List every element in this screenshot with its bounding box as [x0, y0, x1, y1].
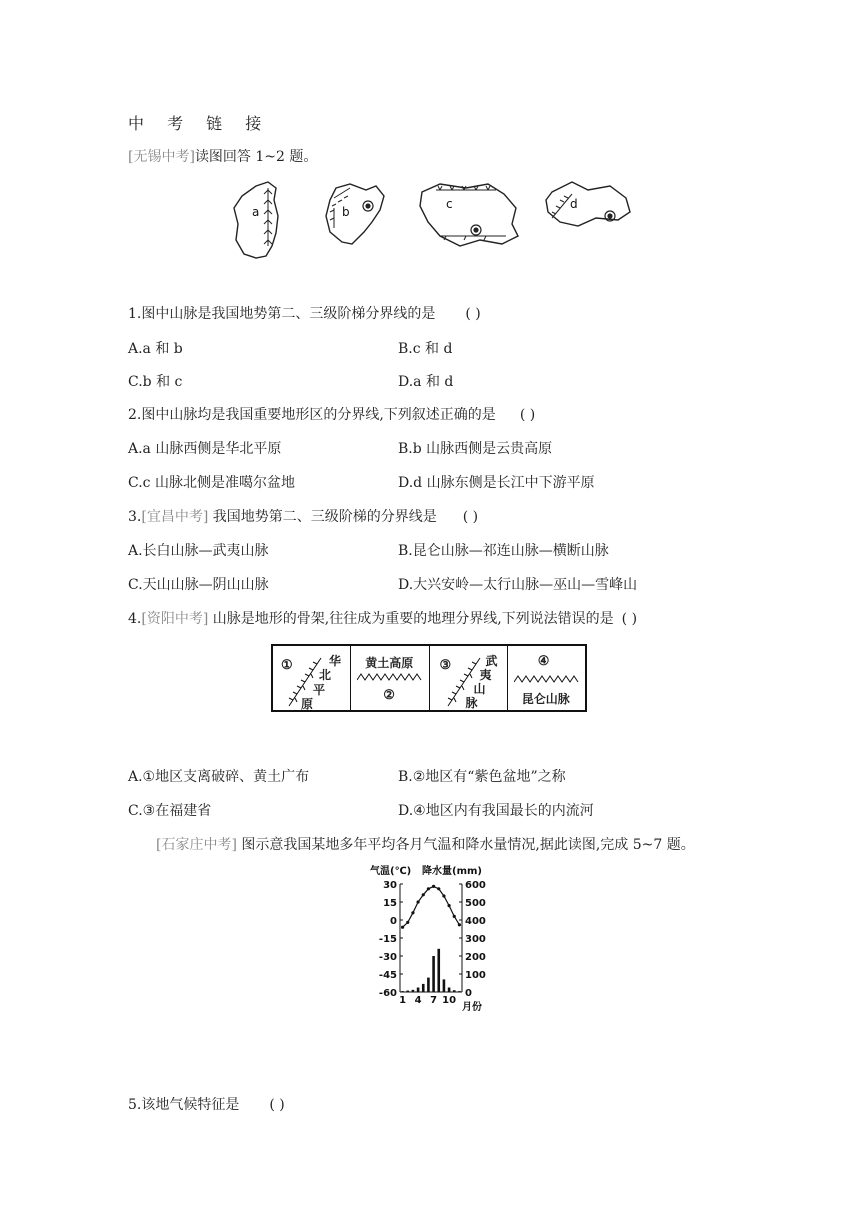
q4-option-c: C.③在福建省 [128, 803, 212, 819]
q3-option-a: A.长白山脉—武夷山脉 [128, 543, 269, 559]
q3-num: 3. [128, 509, 142, 525]
section-title: 中 考 链 接 [128, 114, 271, 133]
cell2-top: 黄土高原 [365, 656, 414, 670]
q1-option-b: B.c 和 d [398, 341, 453, 357]
y-right-tick-label: 300 [465, 934, 486, 945]
temperature-point [427, 887, 430, 890]
answer-paren: ( ) [519, 407, 536, 423]
precipitation-bar [432, 956, 435, 992]
q2-option-c: C.c 山脉北侧是准噶尔盆地 [128, 475, 295, 491]
table-cell-1 [273, 646, 351, 710]
source-tag: [宜昌中考] [141, 509, 209, 525]
temperature-point [416, 900, 419, 903]
mountain-maps-figure [226, 178, 636, 264]
q3-option-b: B.昆仑山脉—祁连山脉—横断山脉 [398, 543, 609, 559]
cell4-bottom: 昆仑山脉 [521, 692, 570, 706]
q1-stem [128, 303, 481, 323]
table-cell-4 [508, 646, 585, 710]
q3-stem [128, 506, 478, 526]
temperature-point [406, 921, 409, 924]
q2-stem-text: 2.图中山脉均是我国重要地形区的分界线,下列叙述正确的是 [128, 407, 496, 423]
cell4-num: ④ [537, 654, 550, 669]
q2-option-d: D.d 山脉东侧是长江中下游平原 [398, 475, 595, 491]
q1-option-a: A.a 和 b [128, 341, 183, 357]
temperature-point [422, 893, 425, 896]
q1-option-d: D.a 和 d [398, 374, 454, 390]
x-tick-label: 1 [399, 995, 407, 1006]
map-d-outline [546, 182, 630, 226]
y-right-tick-label: 100 [465, 970, 486, 981]
table-cell-2 [351, 646, 429, 710]
q4-stem [128, 608, 637, 628]
precipitation-bar [427, 978, 430, 992]
answer-paren: ( ) [462, 509, 479, 525]
temperature-point [442, 894, 445, 897]
map-label-d: d [570, 197, 578, 211]
y-left-tick-label: -45 [378, 970, 397, 981]
precipitation-bar [401, 991, 404, 992]
map-c-outline [420, 184, 518, 246]
x-tick-label: 10 [442, 995, 457, 1006]
q1-option-c: C.b 和 c [128, 374, 183, 390]
y-left-tick-label: 15 [383, 898, 397, 909]
map-label-b: b [342, 205, 350, 219]
plateau-symbol-icon [357, 672, 425, 682]
intro-text: 读图回答 1~2 题。 [194, 149, 318, 165]
intro2-text: 图示意我国某地多年平均各月气温和降水量情况,据此读图,完成 5~7 题。 [241, 837, 695, 853]
cell3-char-1: 武 [485, 654, 498, 668]
y-right-label: 降水量(mm) [422, 866, 482, 877]
y-left-label: 气温(℃) [370, 866, 412, 877]
q3-option-c: C.天山山脉—阴山山脉 [128, 577, 269, 593]
x-axis-label: 月份 [462, 1002, 482, 1012]
plateau-symbol-icon [514, 674, 582, 684]
x-tick-label: 4 [414, 995, 422, 1006]
answer-paren: ( ) [621, 611, 638, 627]
precipitation-bar [422, 984, 425, 992]
cell1-char-4: 原 [301, 697, 314, 711]
cell3-num: ③ [439, 658, 452, 673]
precipitation-bar [437, 949, 440, 992]
temperature-point [458, 923, 461, 926]
x-tick-label: 7 [430, 995, 438, 1006]
source-tag: [无锡中考] [128, 149, 195, 165]
cell3-char-4: 脉 [465, 696, 478, 710]
q1-stem-text: 1.图中山脉是我国地势第二、三级阶梯分界线的是 [128, 306, 436, 322]
y-right-tick-label: 0 [465, 988, 472, 999]
answer-paren: ( ) [269, 1097, 285, 1113]
q2-option-b: B.b 山脉西侧是云贵高原 [398, 441, 553, 457]
intro-line [128, 146, 317, 166]
precipitation-bar [406, 991, 409, 992]
q4-option-a: A.①地区支离破碎、黄土广布 [128, 769, 310, 785]
q3-option-d: D.大兴安岭—太行山脉—巫山—雪峰山 [398, 577, 638, 593]
y-right-tick-label: 400 [465, 916, 486, 927]
cell3-char-3: 山 [473, 682, 486, 696]
range-d [552, 194, 572, 218]
q4-num: 4. [128, 611, 142, 627]
q3-stem-text: 我国地势第二、三级阶梯的分界线是 [212, 509, 437, 525]
map-label-c: c [446, 197, 453, 211]
precipitation-bar [458, 991, 461, 992]
temperature-point [447, 904, 450, 907]
map-label-a: a [252, 205, 260, 219]
y-left-tick-label: -15 [378, 934, 397, 945]
temperature-point [453, 915, 456, 918]
precipitation-bar [412, 990, 415, 992]
q2-option-a: A.a 山脉西侧是华北平原 [128, 441, 282, 457]
q4-option-d: D.④地区内有我国最长的内流河 [398, 803, 594, 819]
table-cell-3 [430, 646, 508, 710]
cell1-num: ① [281, 658, 293, 673]
y-left-tick-label: 0 [390, 916, 397, 927]
y-right-tick-label: 500 [465, 898, 486, 909]
y-left-tick-label: 30 [383, 880, 397, 891]
precipitation-bar [443, 979, 446, 992]
q4-terrain-table [271, 644, 587, 712]
precipitation-bar [453, 990, 456, 992]
cell1-char-2: 北 [319, 668, 332, 682]
precipitation-bar [417, 988, 420, 993]
map-b-outline [326, 184, 384, 244]
intro2-line [156, 834, 695, 854]
y-left-tick-label: -60 [378, 988, 397, 999]
cell1-char-3: 平 [313, 683, 326, 697]
y-left-tick-label: -30 [378, 952, 397, 963]
temperature-point [401, 926, 404, 929]
temperature-line [403, 886, 460, 927]
cell3-char-2: 夷 [479, 668, 492, 682]
y-right-tick-label: 200 [465, 952, 486, 963]
q5-stem-text: 5.该地气候特征是 [128, 1097, 240, 1113]
q2-stem [128, 404, 535, 424]
temperature-point [437, 887, 440, 890]
source-tag: [石家庄中考] [156, 837, 237, 853]
temperature-point [411, 911, 414, 914]
range-a [264, 188, 272, 246]
q4-option-b: B.②地区有“紫色盆地”之称 [398, 769, 566, 785]
climate-chart [366, 862, 500, 1012]
y-right-tick-label: 600 [465, 880, 486, 891]
cell1-char-1: 华 [329, 654, 342, 668]
q5-stem [128, 1094, 285, 1114]
temperature-point [432, 885, 435, 888]
answer-paren: ( ) [465, 306, 481, 322]
source-tag: [资阳中考] [141, 611, 209, 627]
cell2-num: ② [383, 688, 395, 703]
q4-stem-text: 山脉是地形的骨架,往往成为重要的地理分界线,下列说法错误的是 [212, 611, 614, 627]
precipitation-bar [448, 988, 451, 993]
